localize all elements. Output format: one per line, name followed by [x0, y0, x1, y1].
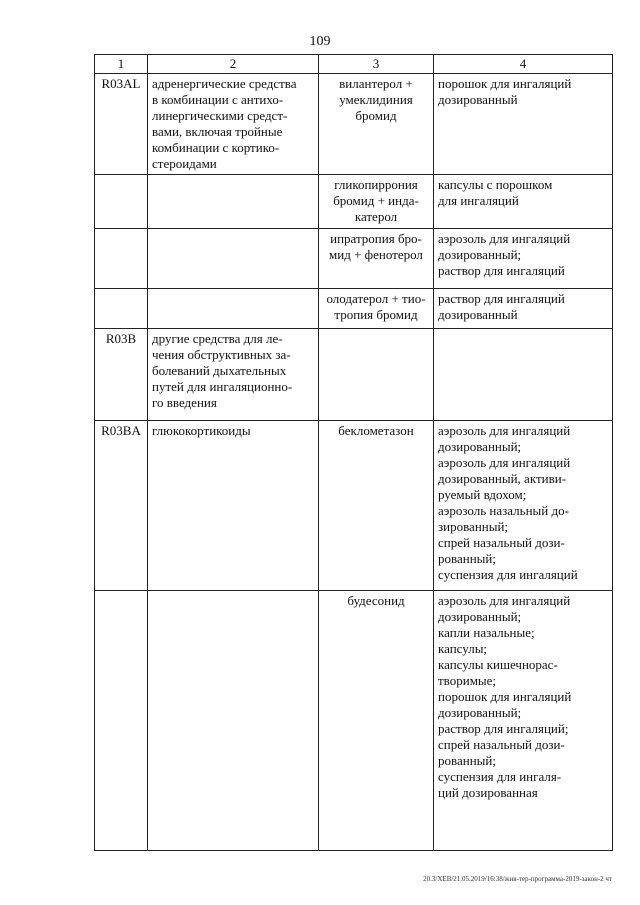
group-cell-line: вами, включая тройные [152, 124, 283, 139]
drug-cell-line: олодатерол + тио- [326, 291, 426, 306]
group-cell-line: комбинации с кортико- [152, 140, 280, 155]
drug-table [94, 54, 613, 851]
drug-cell-line: вилантерол + [339, 76, 413, 91]
form-cell-line: ций дозированная [438, 785, 538, 800]
form-cell-line: аэрозоль для ингаляций [438, 593, 571, 608]
column-header: 2 [148, 55, 319, 74]
form-cell [434, 289, 613, 329]
drug-cell [319, 74, 434, 175]
code-cell [95, 329, 148, 421]
form-cell [434, 229, 613, 289]
drug-cell-line: тропия бромид [334, 307, 418, 322]
group-cell-line: чения обструктивных за- [152, 347, 291, 362]
drug-cell-line: бромид [355, 108, 397, 123]
form-cell-line: капсулы с порошком [438, 177, 553, 192]
form-cell-line: капли назальные; [438, 625, 535, 640]
group-cell-line: путей для ингаляционно- [152, 379, 293, 394]
form-cell-line: дозированный; [438, 705, 522, 720]
group-cell [148, 329, 319, 421]
code-cell [95, 175, 148, 229]
drug-cell-line: беклометазон [338, 423, 414, 438]
form-cell-line: аэрозоль назальный до- [438, 503, 569, 518]
form-cell [434, 421, 613, 591]
column-header: 3 [319, 55, 434, 74]
code-cell [95, 421, 148, 591]
code-cell [95, 591, 148, 851]
form-cell [434, 74, 613, 175]
group-cell [148, 74, 319, 175]
table-body [95, 74, 613, 851]
form-cell-line: раствор для ингаляций; [438, 721, 569, 736]
footer-reference: 20.3/ХЕВ/21.05.2019/16:38/жив-тер-программа-2019-закон-2 чт [423, 875, 612, 883]
form-cell-line: дозированный; [438, 439, 522, 454]
form-cell-line: аэрозоль для ингаляций [438, 231, 571, 246]
form-cell-line: капсулы кишечнорас- [438, 657, 558, 672]
form-cell-line: для ингаляций [438, 193, 519, 208]
group-cell [148, 175, 319, 229]
form-cell-line: аэрозоль для ингаляций [438, 423, 571, 438]
group-cell-line: стероидами [152, 156, 217, 171]
drug-cell-line: умеклидиния [339, 92, 413, 107]
drug-cell-line: мид + фенотерол [329, 247, 423, 262]
drug-cell-line: ипратропия бро- [330, 231, 422, 246]
form-cell-line: дозированный; [438, 609, 522, 624]
form-cell [434, 329, 613, 421]
group-cell-line: го введения [152, 395, 217, 410]
form-cell-line: дозированный; [438, 247, 522, 262]
group-cell-line: глюкокортикоиды [152, 423, 251, 438]
table-row [95, 591, 613, 851]
group-cell-line: в комбинации с антихо- [152, 92, 284, 107]
page-number: 109 [309, 34, 331, 49]
form-cell-line: раствор для ингаляций [438, 291, 565, 306]
drug-cell [319, 591, 434, 851]
form-cell [434, 175, 613, 229]
form-cell-line: суспензия для ингаляций [438, 567, 578, 582]
form-cell-line: рованный; [438, 753, 496, 768]
drug-cell [319, 329, 434, 421]
table-row [95, 421, 613, 591]
atc-code: R03AL [101, 76, 141, 91]
group-cell [148, 421, 319, 591]
drug-cell [319, 229, 434, 289]
table-row [95, 74, 613, 175]
drug-cell [319, 289, 434, 329]
form-cell-line: капсулы; [438, 641, 488, 656]
drug-cell-line: катерол [354, 209, 398, 224]
drug-cell [319, 421, 434, 591]
code-cell [95, 229, 148, 289]
form-cell-line: дозированный [438, 307, 518, 322]
form-cell-line: дозированный, активи- [438, 471, 567, 486]
form-cell-line: суспензия для ингаля- [438, 769, 562, 784]
group-cell [148, 289, 319, 329]
group-cell [148, 591, 319, 851]
form-cell-line: творимые; [438, 673, 497, 688]
group-cell-line: адренергические средства [152, 76, 297, 91]
drug-cell-line: будесонид [347, 593, 405, 608]
table-row [95, 289, 613, 329]
table-header-row [95, 55, 613, 74]
form-cell-line: порошок для ингаляций [438, 689, 572, 704]
column-header: 1 [95, 55, 148, 74]
form-cell-line: руемый вдохом; [438, 487, 527, 502]
group-cell [148, 229, 319, 289]
form-cell [434, 591, 613, 851]
table-row [95, 229, 613, 289]
atc-code: R03BA [101, 423, 141, 438]
code-cell [95, 289, 148, 329]
drug-cell-line: гликопиррония [334, 177, 418, 192]
group-cell-line: линергическими средст- [152, 108, 288, 123]
form-cell-line: порошок для ингаляций [438, 76, 572, 91]
group-cell-line: другие средства для ле- [152, 331, 283, 346]
table-row [95, 175, 613, 229]
group-cell-line: болеваний дыхательных [152, 363, 287, 378]
column-header: 4 [434, 55, 613, 74]
atc-code: R03B [105, 331, 137, 346]
form-cell-line: спрей назальный дози- [438, 535, 565, 550]
form-cell-line: рованный; [438, 551, 496, 566]
form-cell-line: зированный; [438, 519, 509, 534]
form-cell-line: аэрозоль для ингаляций [438, 455, 571, 470]
form-cell-line: спрей назальный дози- [438, 737, 565, 752]
code-cell [95, 74, 148, 175]
drug-cell-line: бромид + инда- [333, 193, 419, 208]
form-cell-line: дозированный [438, 92, 518, 107]
drug-cell [319, 175, 434, 229]
form-cell-line: раствор для ингаляций [438, 263, 565, 278]
table-row [95, 329, 613, 421]
